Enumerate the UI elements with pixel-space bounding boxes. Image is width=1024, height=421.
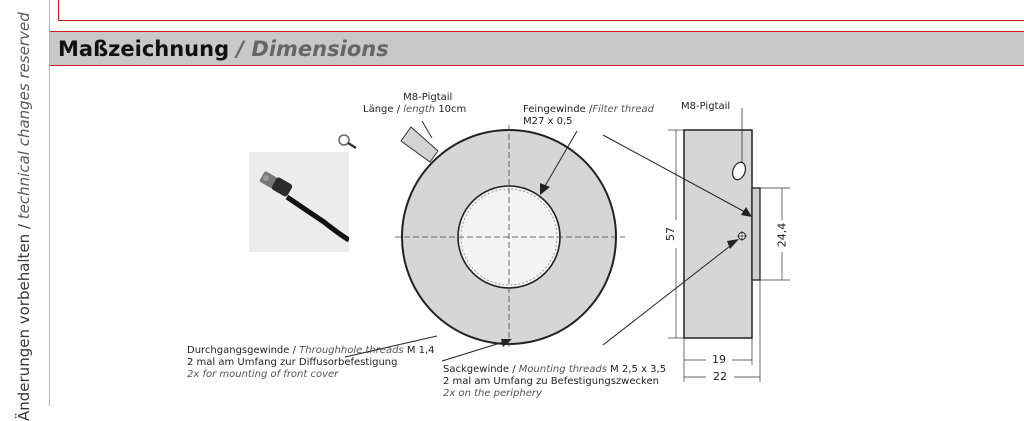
mounting-de: Sackgewinde / xyxy=(443,364,519,375)
dimension-depth-inner: 19 xyxy=(712,353,726,366)
section-title-en: / Dimensions xyxy=(229,37,389,61)
throughhole-line1 xyxy=(187,345,435,357)
dimension-window: 24,4 xyxy=(775,222,789,248)
filter-thread-value: M27 x 0,5 xyxy=(523,116,573,127)
pigtail-length-en: length xyxy=(403,104,436,115)
filter-thread-de: Feingewinde / xyxy=(523,104,593,115)
pigtail-side-label: M8-Pigtail xyxy=(681,101,731,112)
mounting-line1 xyxy=(443,364,666,376)
dimension-height: 57 xyxy=(664,227,677,241)
pigtail-length-value: 10cm xyxy=(435,104,467,115)
dimension-depth-outer: 22 xyxy=(713,370,727,383)
throughhole-label xyxy=(187,345,435,381)
mounting-en: Mounting threads xyxy=(518,364,607,375)
side-view-window xyxy=(752,188,760,280)
sidebar-note-de: Änderungen vorbehalten / xyxy=(15,219,33,421)
mounting-value: M 2,5 x 3,5 xyxy=(607,364,667,375)
throughhole-de: Durchgangsgewinde / xyxy=(187,345,300,356)
section-title-de: Maßzeichnung xyxy=(58,37,230,61)
sidebar-note-en: technical changes reserved xyxy=(15,12,33,220)
pigtail-length-line1: M8-Pigtail xyxy=(403,92,453,103)
mounting-label xyxy=(443,364,666,400)
throughhole-en: Throughhole threads xyxy=(299,345,404,356)
throughhole-line3: 2x for mounting of front cover xyxy=(187,369,339,380)
filter-thread-en: Filter thread xyxy=(592,104,654,115)
pigtail-length-label xyxy=(363,92,466,116)
filter-thread-line1 xyxy=(523,104,654,116)
throughhole-value: M 1,4 xyxy=(403,345,435,356)
throughhole-line2: 2 mal am Umfang zur Diffusorbefestigung xyxy=(187,357,398,368)
mounting-line3: 2x on the periphery xyxy=(443,388,542,399)
filter-thread-label xyxy=(523,104,654,128)
pigtail-length-line2 xyxy=(363,104,466,116)
mounting-line2: 2 mal am Umfang zu Befestigungszwecken xyxy=(443,376,659,387)
pigtail-length-de: Länge / xyxy=(363,104,404,115)
